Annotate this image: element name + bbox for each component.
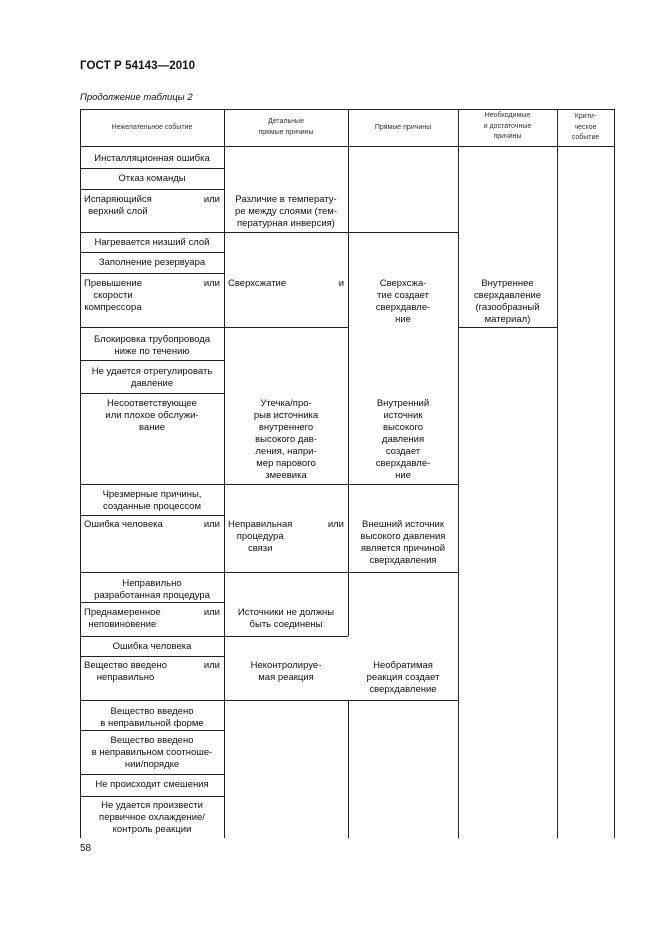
- direct-cause-cell-2: Внутренний источник высокого давления создает сверхдавле- ние: [375, 398, 431, 481]
- table-column-rule: [348, 146, 349, 636]
- logic-gate-label: или: [203, 607, 220, 618]
- detailed-cause-cell-5: Источники не должны быть соединены: [237, 607, 335, 630]
- table-top-rule: [80, 109, 614, 110]
- col-detailed-causes-header: Детальные прямые причины: [258, 118, 314, 136]
- table-row-rule: [80, 273, 224, 274]
- undesired-event-cell-11-label: Ошибка человека: [84, 519, 163, 530]
- table-row-rule: [80, 232, 224, 233]
- undesired-event-cell-19: Не удается произвести первичное охлаждение/ контроль реакции: [99, 800, 205, 835]
- table-row-rule: [224, 484, 348, 485]
- table-row-rule: [80, 189, 224, 190]
- table-row-rule: [80, 700, 224, 701]
- table-row-rule: [80, 730, 224, 731]
- table-caption: Продолжение таблицы 2: [80, 92, 193, 103]
- table-row-rule: [80, 774, 224, 775]
- logic-gate-label: или: [203, 278, 220, 289]
- detailed-cause-cell-2: [224, 278, 348, 290]
- undesired-event-cell-7: Блокировка трубопровода ниже по течению: [93, 334, 211, 357]
- undesired-event-cell-6-label: Превышение скорости компрессора: [84, 278, 143, 313]
- logic-gate-label: или: [203, 519, 220, 530]
- direct-cause-cell-4: Необратимая реакция создает сверхдавление: [366, 660, 440, 695]
- document-header: ГОСТ Р 54143—2010: [80, 60, 196, 72]
- detailed-cause-cell-4-label: Неправильная процедура связи: [228, 519, 293, 554]
- table-row-rule: [80, 168, 224, 169]
- table-row-rule: [80, 515, 224, 516]
- table-row-rule: [224, 232, 348, 233]
- table-row-rule: [224, 700, 348, 701]
- col-necessary-causes-header: Необходимые и достаточные причины: [483, 112, 532, 140]
- table-row-rule: [458, 327, 557, 328]
- logic-gate-label: и: [338, 278, 344, 289]
- table-row-rule: [80, 636, 224, 637]
- table-row-rule: [348, 572, 458, 573]
- table-row-rule: [348, 484, 458, 485]
- undesired-event-cell-1: Инсталляционная ошибка: [94, 153, 210, 164]
- undesired-event-cell-6: [80, 278, 224, 314]
- table-row-rule: [80, 656, 224, 657]
- table-row-rule: [224, 636, 348, 637]
- table-row-rule: [348, 700, 458, 701]
- table-header-rule: [80, 146, 614, 147]
- logic-gate-label: или: [327, 519, 344, 530]
- undesired-event-cell-15-label: Вещество введено неправильно: [84, 660, 167, 683]
- detailed-cause-cell-6: Неконтролируе- мая реакция: [250, 660, 322, 683]
- direct-cause-cell-1: Сверхсжа- тие создает сверхдавле- ние: [375, 278, 431, 325]
- logic-gate-label: или: [203, 194, 220, 205]
- table-row-rule: [80, 484, 224, 485]
- direct-cause-cell-3: Внешний источник высокого давления является причиной сверхдавления: [360, 519, 446, 566]
- table-row-rule: [80, 572, 224, 573]
- col-direct-causes-header: Прямые причины: [374, 124, 432, 131]
- table-row-rule: [80, 252, 224, 253]
- page-number: 58: [80, 843, 92, 854]
- table-column-rule: [224, 146, 225, 838]
- necessary-cause-cell-1: Внутреннее сверхдавление (газообразный материал): [473, 278, 542, 325]
- detailed-cause-cell-2-label: Сверхсжатие: [228, 278, 287, 289]
- undesired-event-cell-4: Нагревается низший слой: [94, 237, 210, 248]
- table-column-rule: [348, 700, 349, 838]
- detailed-cause-cell-4: [224, 519, 348, 555]
- undesired-event-cell-8: Не удается отрегулировать давление: [91, 366, 213, 389]
- undesired-event-cell-14: Ошибка человека: [112, 641, 192, 652]
- undesired-event-cell-2: Отказ команды: [118, 173, 186, 184]
- table-row-rule: [224, 572, 348, 573]
- table-row-rule: [80, 602, 224, 603]
- undesired-event-cell-10: Чрезмерные причины, созданные процессом: [102, 489, 202, 512]
- table-row-rule: [80, 327, 224, 328]
- undesired-event-cell-3-label: Испаряющийся верхний слой: [84, 194, 152, 217]
- undesired-event-cell-16: Вещество введено в неправильной форме: [100, 706, 204, 729]
- undesired-event-cell-11: [80, 519, 224, 531]
- undesired-event-cell-9: Несоответствующее или плохое обслужи- вание: [105, 398, 199, 433]
- undesired-event-cell-17: Вещество введено в неправильном соотноше- нии/порядке: [91, 735, 213, 770]
- undesired-event-cell-12: Неправильно разработанная процедура: [94, 578, 210, 601]
- undesired-event-cell-18: Не происходит смешения: [95, 779, 209, 790]
- table-row-rule: [348, 232, 458, 233]
- col-undesired-event-header: Нежелательное событие: [111, 124, 193, 131]
- col-critical-event-header: Крити- ческое событие: [571, 113, 600, 141]
- table-row-rule: [80, 393, 224, 394]
- undesired-event-cell-5: Заполнение резервуара: [98, 257, 206, 268]
- undesired-event-cell-15: [80, 660, 224, 684]
- undesired-event-cell-13-label: Преднамеренное неповиновение: [84, 607, 161, 630]
- detailed-cause-cell-3: Утечка/про- рыв источника внутреннего высокого дав- ления, напри- мер парового змеевика: [253, 398, 319, 481]
- logic-gate-label: или: [203, 660, 220, 671]
- table-right-rule: [614, 109, 615, 838]
- table-column-rule: [458, 484, 459, 572]
- table-row-rule: [80, 360, 224, 361]
- table-column-rule: [557, 146, 558, 838]
- undesired-event-cell-13: [80, 607, 224, 631]
- table-row-rule: [80, 796, 224, 797]
- detailed-cause-cell-1: Различие в температу- ре между слоями (тем- пературная инверсия): [235, 194, 337, 229]
- undesired-event-cell-3: [80, 194, 224, 218]
- table-row-rule: [224, 327, 348, 328]
